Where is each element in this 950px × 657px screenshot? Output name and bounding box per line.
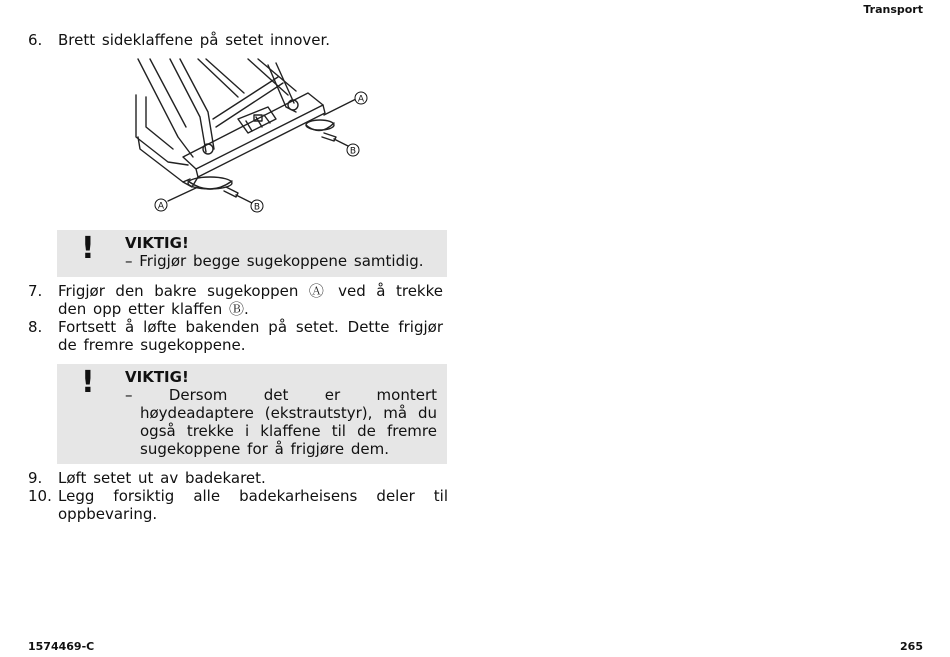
callout-b-front: B (253, 202, 261, 213)
rail-a (198, 59, 238, 97)
section-header: Transport (863, 3, 923, 16)
strut-left-inner (180, 59, 214, 149)
callout-a-front: A (157, 201, 165, 212)
notice-heading: VIKTIG! (125, 368, 189, 386)
exclamation-icon: ! (81, 231, 95, 266)
step-number: 8. (28, 318, 43, 336)
step-9 (28, 469, 443, 487)
notice-heading: VIKTIG! (125, 234, 189, 252)
tab-rear (322, 133, 336, 141)
important-notice (57, 364, 447, 464)
step-number: 10. (28, 487, 52, 505)
important-notice (57, 230, 447, 277)
leader-a-rear (324, 99, 356, 115)
rail-b (206, 59, 244, 93)
step-text: Løft setet ut av badekaret. (58, 469, 266, 487)
step-text: Frigjør den bakre sugekoppen Ⓐ ved å trekke den opp etter klaffen Ⓑ. (58, 282, 443, 318)
step-7 (28, 282, 443, 318)
page-number: 265 (900, 640, 923, 653)
step-text: Brett sideklaffene på setet innover. (58, 31, 331, 49)
hinge-left (203, 144, 213, 154)
seat-suction-cup-illustration (128, 57, 373, 217)
notice-text: – Frigjør begge sugekoppene samtidig. (125, 252, 424, 270)
strut-right-inner (276, 63, 294, 103)
step-6 (28, 31, 443, 49)
step-text: Fortsett å løfte bakenden på setet. Dette frigjør de fremre sugekoppene. (58, 318, 443, 354)
notice-text: – Dersom det er montert høydeadaptere (ekstrautstyr), må du også trekke i klaffene til de fremre sugekoppene for å frigjøre dem. (125, 386, 437, 458)
leader-b-front (236, 195, 252, 203)
cross-tube (213, 77, 283, 127)
strut-right (268, 65, 296, 112)
exclamation-icon: ! (81, 365, 95, 400)
document-number: 1574469-C (28, 640, 95, 653)
step-8 (28, 318, 443, 354)
step-number: 6. (28, 31, 43, 49)
step-text: Legg forsiktig alle badekarheisens deler til oppbevaring. (58, 487, 448, 523)
seat-side-panel (146, 97, 173, 149)
callout-a-rear: A (357, 94, 365, 105)
callout-b-rear: B (349, 146, 357, 157)
step-10 (28, 487, 448, 523)
step-number: 9. (28, 469, 43, 487)
leader-a-front (168, 187, 198, 201)
leader-b-rear (334, 139, 350, 147)
step-number: 7. (28, 282, 43, 300)
